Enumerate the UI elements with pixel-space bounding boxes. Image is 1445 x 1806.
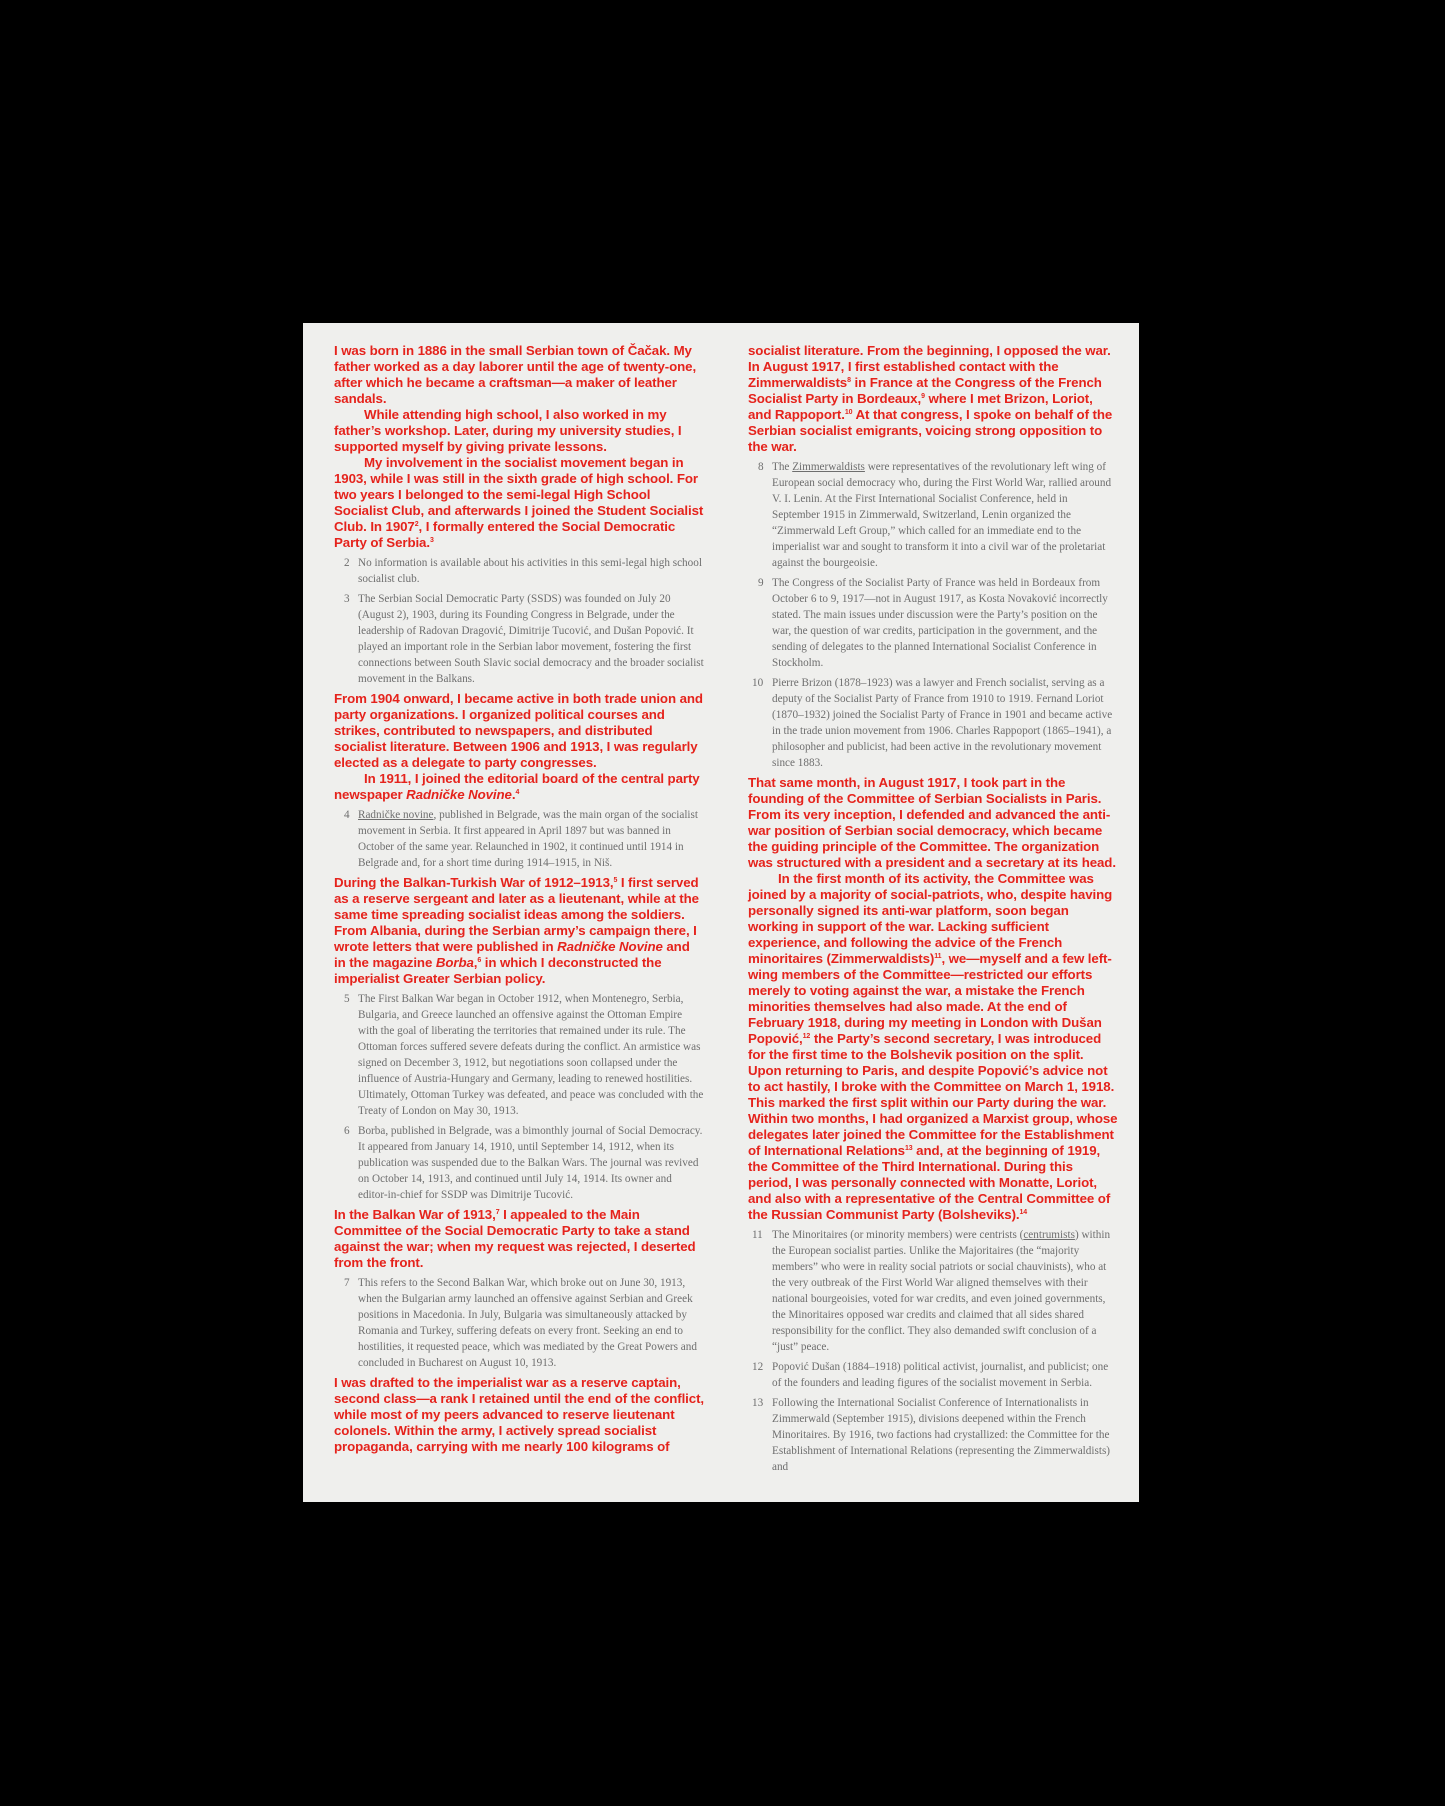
- footnote-ref: 14: [1019, 1209, 1028, 1216]
- paragraph: My involvement in the socialist movement began in 1903, while I was still in the sixth grade of high school. For two years I belonged to the semi-legal High School Socialist Club, and afterwards I joined the Student Socialist Club. In 1907$^2$, I formally entered the Social Democratic Party of Serbia.$^3$: [334, 455, 704, 550]
- paragraph: In 1911, I joined the editorial board of the central party newspaper Radničke Novine.$^4$: [334, 771, 700, 802]
- footnote: 5 The First Balkan War began in October 1912, when Montenegro, Serbia, Bulgaria, and Greece launched an offensive against the Ottoman Empire with the goal of liberating the territories that remained under its rule. The Ottoman forces suffered severe defeats during the conflict. An armistice was signed on December 3, 1912, but negotiations soon collapsed under the influence of Austria-Hungary and Germany, leading to renewed hostilities. Ultimately, Ottoman Turkey was defeated, and peace was concluded with the Treaty of London on May 30, 1913.: [344, 993, 704, 1117]
- footnote: 3 The Serbian Social Democratic Party (SSDS) was founded on July 20 (August 2), 1903, during its Founding Congress in Belgrade, under the leadership of Radovan Dragović, Dimitrije Tucović, and Dušan Popović. It played an important role in the Serbian labor movement, fostering the first connections between South Slavic social democracy and the broader socialist movement in the Balkans.: [344, 593, 704, 685]
- footnote: 2 No information is available about his activities in this semi-legal high school socialist club.: [344, 557, 702, 585]
- footnote: 9 The Congress of the Socialist Party of France was held in Bordeaux from October 6 to 9, 1917—not in August 1917, as Kosta Novaković incorrectly stated. The main issues under discussion were the Party’s position on the war, the question of war credits, participation in the government, and the sending of delegates to the planned International Socialist Conference in Stockholm.: [758, 577, 1108, 669]
- footnote: 12 Popović Dušan (1884–1918) political activist, journalist, and publicist; one of the founders and leading figures of the socialist movement in Serbia.: [752, 1361, 1109, 1389]
- paragraph: During the Balkan-Turkish War of 1912–1913,$^5$ I first served as a reserve sergeant and later as a lieutenant, while at the same time spreading socialist ideas among the soldiers. From Albania, during the Serbian army’s campaign there, I wrote letters that were published in Radničke Novine and in the magazine Borba,$^6$ in which I deconstructed the imperialist Greater Serbian policy.: [334, 875, 699, 986]
- footnote: 10 Pierre Brizon (1878–1923) was a lawyer and French socialist, serving as a deputy of the Socialist Party of France from 1910 to 1919. Fernand Loriot (1870–1932) joined the Socialist Party of France in 1901 and became active in the trade union movement from 1906. Charles Rappoport (1865–1941), a philosopher and publicist, had been active in the revolutionary movement since 1883.: [752, 677, 1113, 769]
- paragraph: In the first month of its activity, the Committee was joined by a majority of social-patriots, who, despite having personally signed its anti-war platform, soon began working in support of the war. Lacking sufficient experience, and following the advice of the French minoritaires (Zimmerwaldists)$^{11}$, we—myself and a few left-wing members of the Committee—restricted our efforts merely to voting against the war, a mistake the French minorities themselves had also made. At the end of February 1918, during my meeting in London with Dušan Popović,$^{12}$ the Party’s second secretary, I was introduced for the first time to the Bolshevik position on the split. Upon returning to Paris, and despite Popović’s advice not to act hastily, I broke with the Committee on March 1, 1918. This marked the first split within our Party during the war. Within two months, I had organized a Marxist group, whose delegates later joined the Committee for the Establishment of International Relations$^{13}$ and, at the beginning of 1919, the Committee of the Third International. During this period, I was personally connected with Monatte, Loriot, and also with a representative of the Central Committee of the Russian Communist Party (Bolsheviks).$^{14}$: [748, 871, 1118, 1222]
- paragraph: In the Balkan War of 1913,$^7$ I appealed to the Main Committee of the Social Democratic Party to take a stand against the war; when my request was rejected, I deserted from the front.: [334, 1207, 696, 1270]
- paragraph: From 1904 onward, I became active in both trade union and party organizations. I organized political courses and strikes, contributed to newspapers, and distributed socialist literature. Between 1906 and 1913, I was regularly elected as a delegate to party congresses.: [334, 691, 703, 770]
- paragraph: That same month, in August 1917, I took part in the founding of the Committee of Serbian Socialists in Paris. From its very inception, I defended and advanced the anti-war position of Serbian social democracy, which became the guiding principle of the Committee. The organization was structured with a president and a secretary at its head.: [748, 775, 1116, 870]
- footnote-ref: 9: [921, 393, 925, 400]
- footnote-ref: 13: [904, 1145, 913, 1152]
- paragraph: socialist literature. From the beginning, I opposed the war. In August 1917, I first established contact with the Zimmerwaldists$^8$ in France at the Congress of the French Socialist Party in Bordeaux,$^9$ where I met Brizon, Loriot, and Rappoport.$^{10}$ At that congress, I spoke on behalf of the Serbian socialist emigrants, voicing strong opposition to the war.: [748, 343, 1113, 454]
- paragraph: While attending high school, I also worked in my father’s workshop. Later, during my university studies, I supported myself by giving private lessons.: [334, 407, 682, 454]
- footnote-ref: 10: [844, 409, 853, 416]
- footnote: 4 Radničke novine, published in Belgrade, was the main organ of the socialist movement in Serbia. It first appeared in April 1897 but was banned in October of the same year. Relaunched in 1902, it continued until 1914 in Belgrade and, for a short time during 1914–1915, in Niš.: [344, 809, 699, 869]
- paragraph: I was drafted to the imperialist war as a reserve captain, second class—a rank I retained until the end of the conflict, while most of my peers advanced to reserve lieutenant colonels. Within the army, I actively spread socialist propaganda, carrying with me nearly 100 kilograms of: [334, 1375, 704, 1454]
- document-page: [303, 323, 1139, 1502]
- footnote: 7 This refers to the Second Balkan War, which broke out on June 30, 1913, when the Bulgarian army launched an offensive against Serbian and Greek positions in Macedonia. In July, Bulgaria was simultaneously attacked by Romania and Turkey, suffering defeats on every front. Seeking an end to hostilities, it requested peace, which was mediated by the Great Powers and concluded in Bucharest on August 10, 1913.: [344, 1277, 697, 1369]
- footnote-ref: 7: [495, 1209, 500, 1216]
- footnote-ref: 11: [934, 953, 942, 960]
- footnote: 8 The Zimmerwaldists were representatives of the revolutionary left wing of European social democracy who, during the First World War, rallied around V. I. Lenin. At the First International Socialist Conference, held in September 1915 in Zimmerwald, Switzerland, Lenin organized the “Zimmerwald Left Group,” which called for an immediate end to the imperialist war and sought to transform it into a civil war of the proletariat against the bourgeoisie.: [758, 461, 1112, 569]
- footnote-ref: 3: [429, 537, 434, 544]
- footnote-ref: 8: [847, 377, 851, 384]
- footnote-ref: 4: [515, 789, 520, 796]
- right-column: [748, 343, 1118, 1479]
- footnote-ref: 12: [802, 1033, 811, 1040]
- footnote: 13 Following the International Socialist Conference of Internationalists in Zimmerwald (September 1915), divisions deepened within the French Minoritaires. By 1916, two factions had crystallized: the Committee for the Establishment of International Relations (representing the Zimmerwaldists) and: [752, 1397, 1111, 1473]
- paragraph: I was born in 1886 in the small Serbian town of Čačak. My father worked as a day laborer until the age of twenty-one, after which he became a craftsman—a maker of leather sandals.: [334, 343, 697, 406]
- footnote-ref: 5: [613, 877, 618, 884]
- footnote: 11 The Minoritaires (or minority members) were centrists (centrumists) within the European socialist parties. Unlike the Majoritaires (the “majority members” who were in reality social patriots or social chauvinists), who at the very outbreak of the First World War aligned themselves with their national bourgeoisies, voted for war credits, and even joined governments, the Minoritaires opposed war credits and claimed that all sides shared responsibility for the conflict. They also demanded swift conclusion of a “just” peace.: [752, 1229, 1111, 1353]
- footnote-ref: 2: [414, 521, 419, 528]
- footnote: 6 Borba, published in Belgrade, was a bimonthly journal of Social Democracy. It appeared from January 14, 1910, until September 14, 1912, when its publication was suspended due to the Balkan Wars. The journal was revived on October 14, 1913, and continued until July 14, 1914. Its owner and editor-in-chief for SSDP was Dimitrije Tucović.: [344, 1125, 703, 1201]
- left-column: [334, 343, 704, 1455]
- footnote-ref: 6: [477, 957, 482, 964]
